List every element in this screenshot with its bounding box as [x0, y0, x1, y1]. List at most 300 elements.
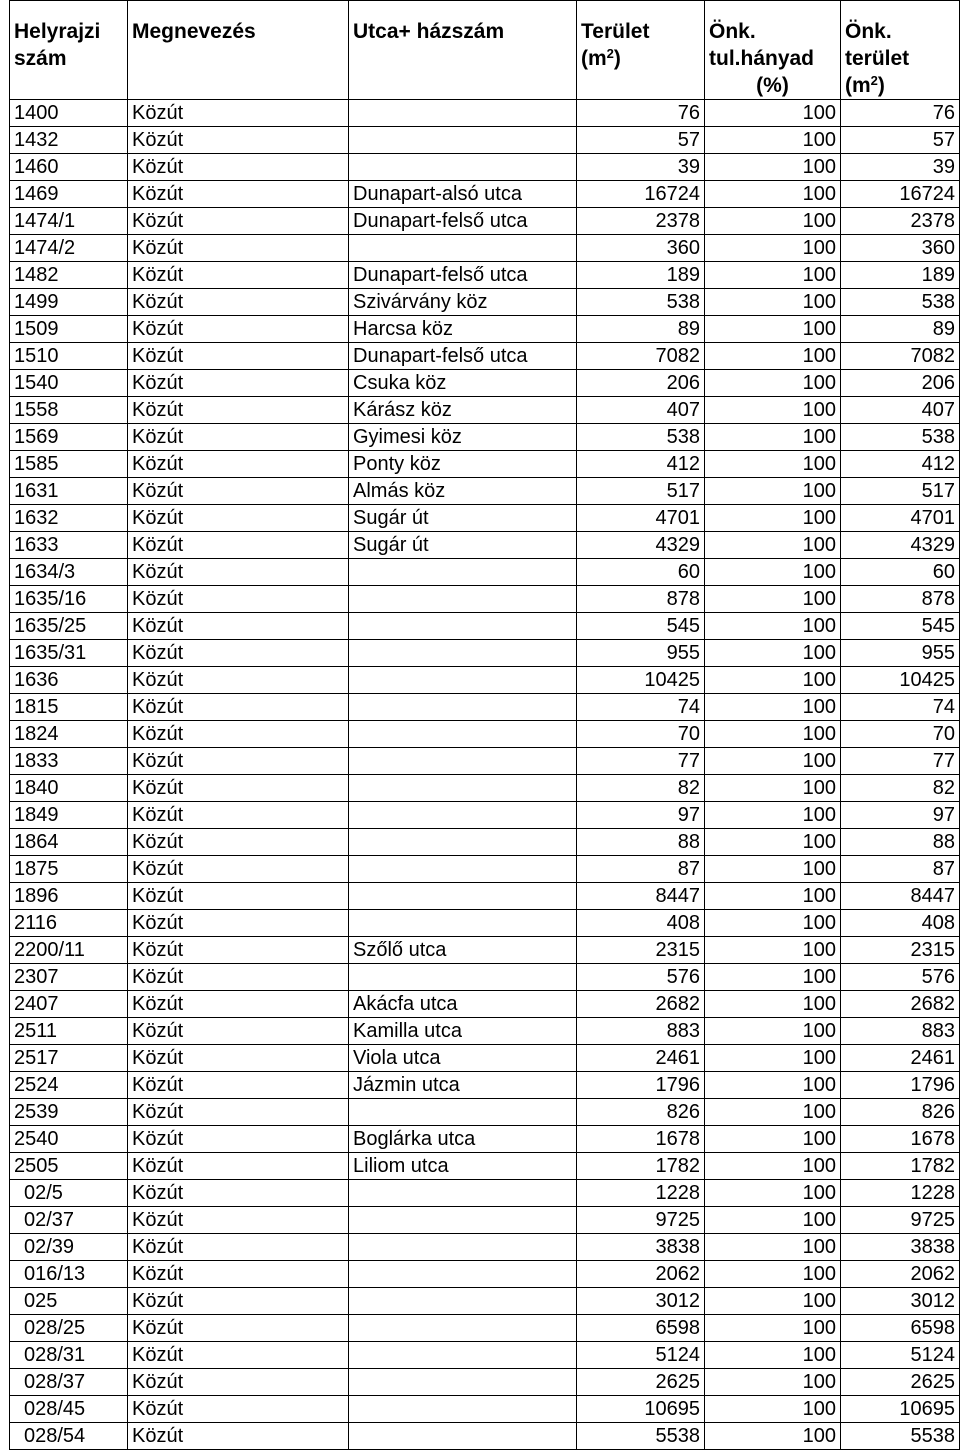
- cell-pct: 100: [705, 1342, 841, 1369]
- cell-pct: 100: [705, 289, 841, 316]
- cell-own-area: 2461: [841, 1045, 960, 1072]
- cell-name: Közút: [128, 640, 349, 667]
- cell-name: Közút: [128, 1261, 349, 1288]
- header-pct-line2: tul.hányad: [709, 47, 815, 70]
- cell-street: [349, 1315, 577, 1342]
- cell-own-area: 4329: [841, 532, 960, 559]
- table-row: [10, 802, 960, 829]
- cell-street: Szivárvány köz: [349, 289, 577, 316]
- cell-area: 70: [577, 721, 705, 748]
- cell-name: Közút: [128, 964, 349, 991]
- cell-street: Gyimesi köz: [349, 424, 577, 451]
- cell-street: [349, 1423, 577, 1450]
- header-hrsz: [10, 1, 128, 100]
- cell-area: 57: [577, 127, 705, 154]
- cell-street: [349, 1396, 577, 1423]
- cell-name: Közút: [128, 1234, 349, 1261]
- cell-pct: 100: [705, 1018, 841, 1045]
- cell-area: 1782: [577, 1153, 705, 1180]
- cell-street: Jázmin utca: [349, 1072, 577, 1099]
- cell-pct: 100: [705, 910, 841, 937]
- cell-pct: 100: [705, 1180, 841, 1207]
- cell-hrsz: 1632: [10, 505, 128, 532]
- cell-pct: 100: [705, 721, 841, 748]
- cell-name: Közút: [128, 1126, 349, 1153]
- cell-pct: 100: [705, 559, 841, 586]
- cell-street: [349, 235, 577, 262]
- cell-own-area: 57: [841, 127, 960, 154]
- cell-pct: 100: [705, 343, 841, 370]
- cell-street: Akácfa utca: [349, 991, 577, 1018]
- cell-street: [349, 1342, 577, 1369]
- cell-pct: 100: [705, 181, 841, 208]
- cell-street: [349, 856, 577, 883]
- cell-pct: 100: [705, 1261, 841, 1288]
- table-row: [10, 559, 960, 586]
- cell-area: 1796: [577, 1072, 705, 1099]
- cell-own-area: 82: [841, 775, 960, 802]
- cell-street: [349, 748, 577, 775]
- table-row: [10, 343, 960, 370]
- table-row: [10, 181, 960, 208]
- table-row: [10, 1072, 960, 1099]
- cell-hrsz: 1840: [10, 775, 128, 802]
- table-row: [10, 478, 960, 505]
- cell-area: 206: [577, 370, 705, 397]
- cell-area: 2625: [577, 1369, 705, 1396]
- cell-hrsz: 1585: [10, 451, 128, 478]
- header-pct: [705, 1, 841, 100]
- cell-area: 955: [577, 640, 705, 667]
- header-name-label: Megnevezés: [132, 20, 256, 43]
- cell-pct: 100: [705, 154, 841, 181]
- cell-own-area: 16724: [841, 181, 960, 208]
- cell-hrsz: 1833: [10, 748, 128, 775]
- cell-hrsz: 2540: [10, 1126, 128, 1153]
- cell-hrsz: 1509: [10, 316, 128, 343]
- header-area-unit-exp: 2: [606, 46, 614, 61]
- table-row: [10, 127, 960, 154]
- table-row: [10, 856, 960, 883]
- cell-street: Dunapart-alsó utca: [349, 181, 577, 208]
- cell-own-area: 88: [841, 829, 960, 856]
- table-row: [10, 154, 960, 181]
- cell-name: Közút: [128, 694, 349, 721]
- header-hrsz-line1: Helyrajzi: [14, 20, 101, 43]
- header-area-unit: (m: [581, 47, 607, 70]
- cell-name: Közút: [128, 721, 349, 748]
- cell-street: Liliom utca: [349, 1153, 577, 1180]
- cell-street: Boglárka utca: [349, 1126, 577, 1153]
- cell-area: 538: [577, 289, 705, 316]
- cell-street: Almás köz: [349, 478, 577, 505]
- cell-name: Közút: [128, 883, 349, 910]
- cell-street: [349, 1261, 577, 1288]
- table-row: [10, 1369, 960, 1396]
- cell-own-area: 412: [841, 451, 960, 478]
- cell-own-area: 3838: [841, 1234, 960, 1261]
- cell-pct: 100: [705, 802, 841, 829]
- cell-name: Közút: [128, 1369, 349, 1396]
- header-own-line2: terület: [845, 47, 910, 70]
- cell-name: Közút: [128, 1045, 349, 1072]
- cell-own-area: 6598: [841, 1315, 960, 1342]
- cell-area: 97: [577, 802, 705, 829]
- cell-own-area: 2625: [841, 1369, 960, 1396]
- cell-street: Csuka köz: [349, 370, 577, 397]
- table-row: [10, 1315, 960, 1342]
- cell-street: Dunapart-felső utca: [349, 208, 577, 235]
- cell-pct: 100: [705, 1153, 841, 1180]
- cell-hrsz: 02/5: [10, 1180, 128, 1207]
- table-row: [10, 1180, 960, 1207]
- cell-own-area: 7082: [841, 343, 960, 370]
- table-row: [10, 829, 960, 856]
- cell-pct: 100: [705, 1369, 841, 1396]
- cell-name: Közút: [128, 343, 349, 370]
- cell-hrsz: 1482: [10, 262, 128, 289]
- cell-hrsz: 028/31: [10, 1342, 128, 1369]
- cell-pct: 100: [705, 991, 841, 1018]
- cell-own-area: 5124: [841, 1342, 960, 1369]
- cell-name: Közút: [128, 505, 349, 532]
- cell-area: 76: [577, 100, 705, 127]
- cell-name: Közút: [128, 937, 349, 964]
- table-row: [10, 1153, 960, 1180]
- table-row: [10, 964, 960, 991]
- cell-area: 2062: [577, 1261, 705, 1288]
- cell-pct: 100: [705, 235, 841, 262]
- cell-name: Közút: [128, 1153, 349, 1180]
- cell-name: Közút: [128, 370, 349, 397]
- header-own-unit-exp: 2: [870, 73, 878, 88]
- table-row: [10, 667, 960, 694]
- table-row: [10, 883, 960, 910]
- table-row: [10, 613, 960, 640]
- cell-own-area: 206: [841, 370, 960, 397]
- cell-name: Közút: [128, 208, 349, 235]
- cell-pct: 100: [705, 937, 841, 964]
- cell-hrsz: 1849: [10, 802, 128, 829]
- cell-pct: 100: [705, 1315, 841, 1342]
- cell-street: [349, 775, 577, 802]
- cell-hrsz: 1400: [10, 100, 128, 127]
- cell-pct: 100: [705, 775, 841, 802]
- cell-street: [349, 802, 577, 829]
- cell-pct: 100: [705, 667, 841, 694]
- cell-name: Közút: [128, 1288, 349, 1315]
- table-row: [10, 316, 960, 343]
- cell-name: Közút: [128, 1396, 349, 1423]
- table-row: [10, 1018, 960, 1045]
- cell-name: Közút: [128, 829, 349, 856]
- cell-own-area: 60: [841, 559, 960, 586]
- cell-street: [349, 1180, 577, 1207]
- cell-street: [349, 127, 577, 154]
- table-row: [10, 1126, 960, 1153]
- cell-area: 826: [577, 1099, 705, 1126]
- cell-area: 545: [577, 613, 705, 640]
- cell-pct: 100: [705, 748, 841, 775]
- cell-name: Közút: [128, 667, 349, 694]
- header-own-unit: (m: [845, 74, 871, 97]
- table-row: [10, 397, 960, 424]
- table-row: [10, 640, 960, 667]
- cell-area: 2682: [577, 991, 705, 1018]
- cell-hrsz: 1815: [10, 694, 128, 721]
- cell-street: Kárász köz: [349, 397, 577, 424]
- cell-own-area: 10425: [841, 667, 960, 694]
- cell-hrsz: 1474/1: [10, 208, 128, 235]
- cell-pct: 100: [705, 100, 841, 127]
- table-row: [10, 100, 960, 127]
- cell-own-area: 2682: [841, 991, 960, 1018]
- cell-area: 407: [577, 397, 705, 424]
- cell-own-area: 955: [841, 640, 960, 667]
- cell-hrsz: 2517: [10, 1045, 128, 1072]
- cell-area: 16724: [577, 181, 705, 208]
- cell-street: [349, 910, 577, 937]
- cell-area: 8447: [577, 883, 705, 910]
- cell-name: Közút: [128, 775, 349, 802]
- cell-pct: 100: [705, 613, 841, 640]
- cell-own-area: 1678: [841, 1126, 960, 1153]
- cell-pct: 100: [705, 856, 841, 883]
- table-row: [10, 1423, 960, 1450]
- cell-pct: 100: [705, 1126, 841, 1153]
- table-row: [10, 748, 960, 775]
- cell-hrsz: 2407: [10, 991, 128, 1018]
- cell-hrsz: 2524: [10, 1072, 128, 1099]
- table-body: [10, 100, 960, 1450]
- cell-pct: 100: [705, 883, 841, 910]
- cell-pct: 100: [705, 1072, 841, 1099]
- cell-own-area: 97: [841, 802, 960, 829]
- cell-pct: 100: [705, 829, 841, 856]
- cell-area: 412: [577, 451, 705, 478]
- cell-pct: 100: [705, 640, 841, 667]
- cell-hrsz: 1540: [10, 370, 128, 397]
- cell-hrsz: 1634/3: [10, 559, 128, 586]
- header-area-unit-close: ): [613, 47, 621, 70]
- land-parcel-table: [9, 0, 960, 1450]
- cell-street: [349, 586, 577, 613]
- cell-own-area: 826: [841, 1099, 960, 1126]
- cell-name: Közút: [128, 910, 349, 937]
- cell-pct: 100: [705, 208, 841, 235]
- cell-street: Viola utca: [349, 1045, 577, 1072]
- cell-own-area: 77: [841, 748, 960, 775]
- table-row: [10, 262, 960, 289]
- table-row: [10, 1288, 960, 1315]
- cell-area: 6598: [577, 1315, 705, 1342]
- cell-name: Közút: [128, 559, 349, 586]
- cell-street: [349, 154, 577, 181]
- cell-own-area: 545: [841, 613, 960, 640]
- cell-own-area: 2315: [841, 937, 960, 964]
- cell-own-area: 3012: [841, 1288, 960, 1315]
- header-own-unit-close: ): [877, 74, 885, 97]
- cell-own-area: 878: [841, 586, 960, 613]
- cell-hrsz: 1864: [10, 829, 128, 856]
- cell-hrsz: 1569: [10, 424, 128, 451]
- cell-area: 39: [577, 154, 705, 181]
- table-row: [10, 505, 960, 532]
- cell-area: 87: [577, 856, 705, 883]
- cell-own-area: 4701: [841, 505, 960, 532]
- cell-hrsz: 028/54: [10, 1423, 128, 1450]
- cell-street: Szőlő utca: [349, 937, 577, 964]
- cell-street: [349, 667, 577, 694]
- cell-street: [349, 1207, 577, 1234]
- cell-hrsz: 1510: [10, 343, 128, 370]
- cell-street: [349, 829, 577, 856]
- cell-hrsz: 2307: [10, 964, 128, 991]
- cell-hrsz: 1474/2: [10, 235, 128, 262]
- header-street: [349, 1, 577, 100]
- cell-area: 360: [577, 235, 705, 262]
- cell-name: Közút: [128, 316, 349, 343]
- cell-area: 10425: [577, 667, 705, 694]
- cell-own-area: 883: [841, 1018, 960, 1045]
- table-row: [10, 1234, 960, 1261]
- cell-name: Közút: [128, 1342, 349, 1369]
- cell-own-area: 39: [841, 154, 960, 181]
- table-row: [10, 1396, 960, 1423]
- cell-own-area: 89: [841, 316, 960, 343]
- cell-area: 82: [577, 775, 705, 802]
- cell-own-area: 189: [841, 262, 960, 289]
- cell-own-area: 2062: [841, 1261, 960, 1288]
- cell-area: 88: [577, 829, 705, 856]
- cell-area: 2461: [577, 1045, 705, 1072]
- cell-hrsz: 1633: [10, 532, 128, 559]
- cell-area: 2315: [577, 937, 705, 964]
- cell-name: Közút: [128, 586, 349, 613]
- cell-area: 189: [577, 262, 705, 289]
- cell-street: Harcsa köz: [349, 316, 577, 343]
- cell-street: [349, 1099, 577, 1126]
- cell-pct: 100: [705, 478, 841, 505]
- cell-hrsz: 1635/16: [10, 586, 128, 613]
- cell-area: 878: [577, 586, 705, 613]
- cell-own-area: 10695: [841, 1396, 960, 1423]
- cell-pct: 100: [705, 316, 841, 343]
- cell-area: 9725: [577, 1207, 705, 1234]
- cell-pct: 100: [705, 424, 841, 451]
- cell-hrsz: 1469: [10, 181, 128, 208]
- cell-area: 7082: [577, 343, 705, 370]
- cell-area: 4329: [577, 532, 705, 559]
- cell-name: Közút: [128, 532, 349, 559]
- cell-street: Kamilla utca: [349, 1018, 577, 1045]
- table-header: [10, 1, 960, 100]
- header-area-line1: Terület: [581, 20, 650, 43]
- cell-name: Közút: [128, 1423, 349, 1450]
- cell-area: 538: [577, 424, 705, 451]
- cell-hrsz: 1499: [10, 289, 128, 316]
- cell-pct: 100: [705, 262, 841, 289]
- cell-own-area: 9725: [841, 1207, 960, 1234]
- cell-name: Közút: [128, 1180, 349, 1207]
- cell-name: Közút: [128, 262, 349, 289]
- header-hrsz-line2: szám: [14, 47, 67, 70]
- cell-area: 3012: [577, 1288, 705, 1315]
- table-row: [10, 586, 960, 613]
- header-pct-line1: Önk.: [709, 20, 756, 43]
- cell-pct: 100: [705, 1207, 841, 1234]
- cell-name: Közút: [128, 235, 349, 262]
- cell-pct: 100: [705, 1423, 841, 1450]
- cell-hrsz: 2116: [10, 910, 128, 937]
- cell-own-area: 76: [841, 100, 960, 127]
- cell-street: [349, 721, 577, 748]
- table-row: [10, 1045, 960, 1072]
- table-row: [10, 937, 960, 964]
- cell-own-area: 538: [841, 424, 960, 451]
- cell-pct: 100: [705, 532, 841, 559]
- header-street-label: Utca+ házszám: [353, 20, 505, 43]
- cell-hrsz: 1635/31: [10, 640, 128, 667]
- table-row: [10, 1207, 960, 1234]
- cell-hrsz: 028/37: [10, 1369, 128, 1396]
- cell-name: Közút: [128, 802, 349, 829]
- table-row: [10, 1261, 960, 1288]
- cell-area: 517: [577, 478, 705, 505]
- cell-name: Közút: [128, 1315, 349, 1342]
- cell-own-area: 360: [841, 235, 960, 262]
- cell-street: [349, 613, 577, 640]
- cell-pct: 100: [705, 586, 841, 613]
- cell-street: [349, 1234, 577, 1261]
- cell-name: Közút: [128, 991, 349, 1018]
- cell-hrsz: 2200/11: [10, 937, 128, 964]
- cell-own-area: 8447: [841, 883, 960, 910]
- cell-hrsz: 1824: [10, 721, 128, 748]
- cell-pct: 100: [705, 505, 841, 532]
- cell-hrsz: 1636: [10, 667, 128, 694]
- table-row: [10, 1099, 960, 1126]
- cell-name: Közút: [128, 397, 349, 424]
- cell-own-area: 70: [841, 721, 960, 748]
- cell-area: 408: [577, 910, 705, 937]
- cell-hrsz: 1896: [10, 883, 128, 910]
- cell-hrsz: 2511: [10, 1018, 128, 1045]
- cell-name: Közút: [128, 181, 349, 208]
- cell-area: 10695: [577, 1396, 705, 1423]
- cell-street: Sugár út: [349, 532, 577, 559]
- cell-pct: 100: [705, 451, 841, 478]
- cell-hrsz: 02/37: [10, 1207, 128, 1234]
- cell-street: [349, 694, 577, 721]
- cell-name: Közút: [128, 1072, 349, 1099]
- cell-own-area: 74: [841, 694, 960, 721]
- cell-hrsz: 025: [10, 1288, 128, 1315]
- cell-name: Közút: [128, 289, 349, 316]
- cell-pct: 100: [705, 370, 841, 397]
- cell-name: Közút: [128, 856, 349, 883]
- table-row: [10, 775, 960, 802]
- cell-name: Közút: [128, 424, 349, 451]
- cell-street: [349, 964, 577, 991]
- cell-name: Közút: [128, 1099, 349, 1126]
- cell-own-area: 407: [841, 397, 960, 424]
- cell-name: Közút: [128, 1018, 349, 1045]
- cell-hrsz: 02/39: [10, 1234, 128, 1261]
- cell-hrsz: 1460: [10, 154, 128, 181]
- cell-street: Sugár út: [349, 505, 577, 532]
- table-row: [10, 991, 960, 1018]
